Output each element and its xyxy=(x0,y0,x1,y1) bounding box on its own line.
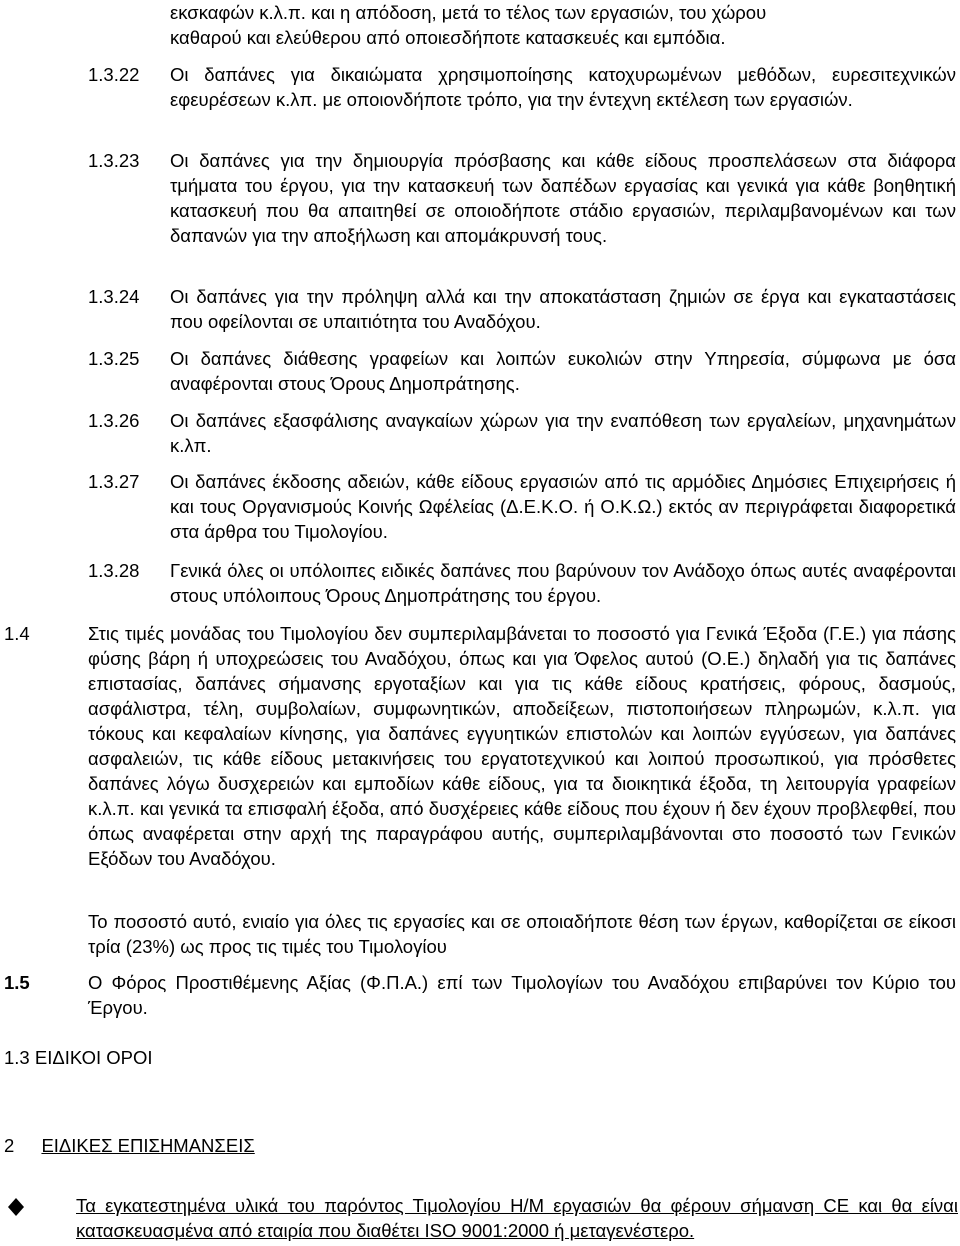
sub-item-1-3-23 xyxy=(88,148,956,248)
diamond-bullet-icon xyxy=(8,1197,24,1215)
intro-line-2: καθαρού και ελεύθερου από οποιεσδήποτε κατασκευές και εμπόδια. xyxy=(170,27,726,48)
section-heading-2 xyxy=(4,1133,255,1158)
sub-item-text: Οι δαπάνες διάθεσης γραφείων και λοιπών ευκολιών στην Υπηρεσία, σύμφωνα με όσα αναφέρονται στους Όρους Δημοπράτησης. xyxy=(170,348,956,394)
section-heading-title: ΕΙΔΙΚΕΣ ΕΠΙΣΗΜΑΝΣΕΙΣ xyxy=(41,1135,255,1156)
sub-item-1-3-22 xyxy=(88,62,956,112)
item-1-5 xyxy=(4,970,956,1020)
sub-item-text: Γενικά όλες οι υπόλοιπες ειδικές δαπάνες που βαρύνουν τον Ανάδοχο όπως αυτές αναφέρονται στους υπόλοιπους Όρους Δημοπράτησης του έργου. xyxy=(170,560,956,606)
sub-item-text: Οι δαπάνες για την δημιουργία πρόσβασης και κάθε είδους προσπελάσεων στα διάφορα τμήματα του έργου, για την κατασκευή των δαπέδων εργασίας και γενικά για κάθε βοηθητική κατασκευή που θα απαιτηθεί σε οποιοδήποτε στάδιο εργασιών, περιλαμβανομένων και των δαπανών για την αποξήλωση και απομάκρυνσή τους. xyxy=(170,150,956,246)
item-1-4-paragraph-2: Το ποσοστό αυτό, ενιαίο για όλες τις εργασίες και σε οποιαδήποτε θέση των έργων, καθορίζεται σε είκοσι τρία (23%) ως προς τις τιμές του Τιμολογίου xyxy=(88,911,956,957)
sub-item-number: 1.3.25 xyxy=(88,348,140,369)
item-text: Ο Φόρος Προστιθέμενης Αξίας (Φ.Π.Α.) επί των Τιμολογίων του Αναδόχου επιβαρύνει τον Κύριο του Έργου. xyxy=(88,972,956,1018)
sub-item-1-3-24 xyxy=(88,284,956,334)
bullet-text: Τα εγκατεστημένα υλικά του παρόντος Τιμολογίου Η/Μ εργασιών θα φέρουν σήμανση CE και θα είναι κατασκευασμένα από εταιρία που διαθέτει ISO 9001:2000 ή μεταγενέστερο. xyxy=(76,1195,958,1241)
section-heading-1-3: 1.3 ΕΙΔΙΚΟΙ ΟΡΟΙ xyxy=(4,1047,153,1068)
sub-item-number: 1.3.23 xyxy=(88,150,140,171)
item-number: 1.5 xyxy=(4,972,30,993)
sub-item-number: 1.3.28 xyxy=(88,560,140,581)
sub-item-text: Οι δαπάνες εξασφάλισης αναγκαίων χώρων για την εναπόθεση των εργαλείων, μηχανημάτων κ.λπ. xyxy=(170,410,956,456)
section-heading-number: 2 xyxy=(4,1135,15,1156)
item-text: Στις τιμές μονάδας του Τιμολογίου δεν συμπεριλαμβάνεται το ποσοστό για Γενικά Έξοδα (Γ.Ε.) για πάσης φύσης βάρη ή υποχρεώσεις του Αναδόχου, όπως και για Όφελος αυτού (Ο.Ε.) δηλαδή για τις δαπάνες επιστασίας, δαπάνες σήμανσης εργοταξίων και για τις κάθε είδους κρατήσεις, φόρους, δασμούς, ασφάλιστρα, τέλη, συμβολαίων, συμφωνητικών, αποδείξεων, πιστοποιήσεων πληρωμών, κ.λ.π. για τόκους και κεφαλαίων κίνησης, για δαπάνες εγγυητικών επιστολών και λοιπών εγγύσεων, για δαπάνες ασφαλειών, τις κάθε είδους μετακινήσεις του εργατοτεχνικού και λοιπού προσωπικού, για πρόσθετες δαπάνες λόγω δυσχερειών και εμποδίων κάθε είδους, για τα διοικητικά έξοδα, τη λειτουργία γραφείων κ.λ.π. και γενικά τα επισφαλή έξοδα, από δυσχέρειες κάθε είδους που έχουν ή δεν έχουν προβλεφθεί, που όπως αναφέρεται στην αρχή της παραγράφου αυτής, συμπεριλαμβάνονται στο ποσοστό των Γενικών Εξόδων του Αναδόχου. xyxy=(88,623,956,869)
sub-item-text: Οι δαπάνες έκδοσης αδειών, κάθε είδους εργασιών από τις αρμόδιες Δημόσιες Επιχειρήσεις ή και τους Οργανισμούς Κοινής Ωφέλείας (Δ.Ε.Κ.Ο. ή Ο.Κ.Ω.) εκτός αν περιγράφεται διαφορετικά στα άρθρα του Τιμολογίου. xyxy=(170,471,956,542)
sub-item-number: 1.3.24 xyxy=(88,286,140,307)
sub-item-1-3-26 xyxy=(88,408,956,458)
sub-item-text: Οι δαπάνες για δικαιώματα χρησιμοποίησης κατοχυρωμένων μεθόδων, ευρεσιτεχνικών εφευρέσεων κ.λπ. με οποιονδήποτε τρόπο, για την έντεχνη εκτέλεση των εργασιών. xyxy=(170,64,956,110)
sub-item-1-3-28 xyxy=(88,558,956,608)
sub-item-1-3-25 xyxy=(88,346,956,396)
item-1-4 xyxy=(4,621,956,871)
sub-item-text: Οι δαπάνες για την πρόληψη αλλά και την αποκατάσταση ζημιών σε έργα και εγκαταστάσεις που οφείλονται σε υπαιτιότητα του Αναδόχου. xyxy=(170,286,956,332)
intro-line-1: εκσκαφών κ.λ.π. και η απόδοση, μετά το τέλος των εργασιών, του χώρου xyxy=(170,2,767,23)
sub-item-number: 1.3.22 xyxy=(88,64,140,85)
sub-item-number: 1.3.26 xyxy=(88,410,140,431)
item-number: 1.4 xyxy=(4,623,30,644)
sub-item-1-3-27 xyxy=(88,469,956,544)
sub-item-number: 1.3.27 xyxy=(88,471,140,492)
